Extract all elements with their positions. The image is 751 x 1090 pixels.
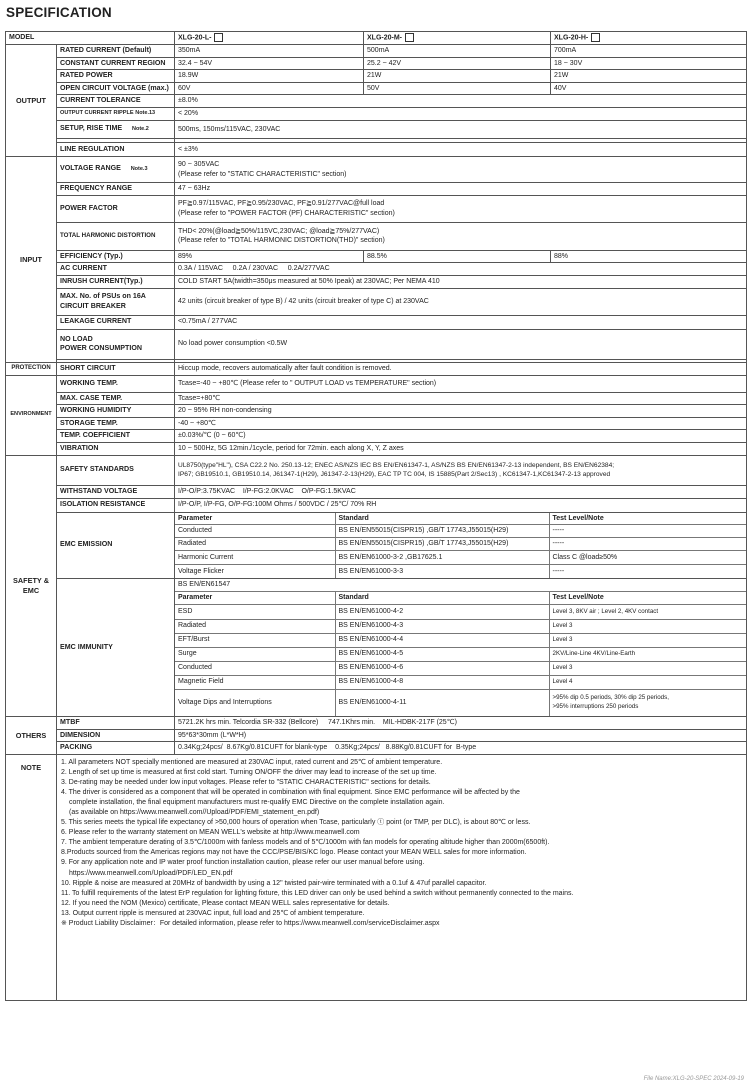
short-circuit-value: Hiccup mode, recovers automatically after fault condition is removed.: [175, 362, 747, 375]
cc-region-value: 25.2 ~ 42V: [364, 57, 551, 70]
power-factor-label: POWER FACTOR: [57, 195, 175, 222]
short-circuit-label: SHORT CIRCUIT: [57, 362, 175, 375]
inrush-label: INRUSH CURRENT(Typ.): [57, 275, 175, 288]
voltage-range-label: VOLTAGE RANGE Note.3: [57, 157, 175, 183]
immunity-header: Test Level/Note: [549, 592, 746, 605]
immunity-standard: BS EN/EN61000-4-5: [335, 647, 549, 661]
storage-temp-label: STORAGE TEMP.: [57, 417, 175, 430]
efficiency-value: 89%: [175, 250, 364, 263]
frequency-range-label: FREQUENCY RANGE: [57, 183, 175, 196]
current-tolerance-label: CURRENT TOLERANCE: [57, 95, 175, 108]
isolation-label: ISOLATION RESISTANCE: [57, 498, 175, 512]
immunity-standard: BS EN/EN61000-4-3: [335, 619, 549, 633]
section-note: NOTE: [6, 754, 57, 1000]
immunity-note: Level 3: [549, 633, 746, 647]
mtbf-label: MTBF: [57, 717, 175, 730]
working-humidity-value: 20 ~ 95% RH non-condensing: [175, 405, 747, 418]
emission-note: Class C @load≥50%: [549, 551, 746, 565]
ocv-value: 40V: [551, 82, 747, 95]
power-factor-value: PF≧0.97/115VAC, PF≧0.95/230VAC, PF≧0.91/277VAC@full load (Please refer to "POWER FACTOR (PF) CHARACTERISTIC" section): [175, 195, 747, 222]
emission-note: -----: [549, 525, 746, 538]
emission-standard: BS EN/EN61000-3-2 ,GB17625.1: [335, 551, 549, 565]
section-output: OUTPUT: [6, 45, 57, 157]
ripple-value: < 20%: [175, 108, 747, 121]
withstand-label: WITHSTAND VOLTAGE: [57, 485, 175, 498]
immunity-param: EFT/Burst: [175, 633, 335, 647]
thd-value: THD< 20%(@load≧50%/115VC,230VAC; @load≧75%/277VAC) (Please refer to "TOTAL HARMONIC DISTORTION(THD)" section): [175, 222, 747, 250]
immunity-param: Surge: [175, 647, 335, 661]
emission-param: Voltage Flicker: [175, 565, 335, 578]
emission-header: Standard: [335, 513, 549, 525]
immunity-note: >95% dip 0.5 periods, 30% dip 25 periods, >95% interruptions 250 periods: [552, 694, 669, 710]
emission-param: Conducted: [175, 525, 335, 538]
rated-current-label: RATED CURRENT (Default): [57, 45, 175, 58]
emc-emission-table: [175, 512, 747, 578]
isolation-value: I/P-O/P, I/P-FG, O/P-FG:100M Ohms / 500VDC / 25℃/ 70% RH: [175, 498, 747, 512]
note-line: 5. This series meets the typical life expectancy of >50,000 hours of operation when Tcase, particularly ⓣ point (or TMP, per DLC), is about 80℃ or less.: [61, 819, 531, 827]
ac-current-label: AC CURRENT: [57, 263, 175, 276]
working-humidity-label: WORKING HUMIDITY: [57, 405, 175, 418]
emission-standard: BS EN/EN55015(CISPR15) ,GB/T 17743,J55015(H29): [335, 525, 549, 538]
setup-value: 500ms, 150ms/115VAC, 230VAC: [175, 121, 747, 139]
dimension-value: 95*63*30mm (L*W*H): [175, 729, 747, 742]
immunity-standard: BS EN/EN61000-4-4: [335, 633, 549, 647]
note-line: 7. The ambient temperature derating of 3.5℃/1000m with fanless models and of 5℃/1000m with fan models for operating altitude higher than 2000m(6500ft).: [61, 839, 550, 847]
rated-current-value: 500mA: [364, 45, 551, 58]
immunity-param: Radiated: [175, 619, 335, 633]
checkbox-icon: [214, 33, 223, 42]
voltage-range-value: 90 ~ 305VAC (Please refer to "STATIC CHARACTERISTIC" section): [175, 157, 747, 183]
immunity-param: ESD: [175, 604, 335, 619]
rated-power-value: 21W: [364, 70, 551, 83]
max-case-temp-label: MAX. CASE TEMP.: [57, 392, 175, 405]
note-line: 3. De-rating may be needed under low input voltages. Please refer to "STATIC CHARACTERISTIC" sections for details.: [61, 778, 431, 786]
ocv-label: OPEN CIRCUIT VOLTAGE (max.): [57, 82, 175, 95]
note-line: 8.Products sourced from the Americas regions may not have the CCC/PSE/BIS/KC logo. Please contact your MEAN WELL sales for more information.: [61, 849, 527, 857]
rated-current-value: 700mA: [551, 45, 747, 58]
efficiency-label: EFFICIENCY (Typ.): [57, 250, 175, 263]
temp-coefficient-label: TEMP. COEFFICIENT: [57, 430, 175, 443]
current-tolerance-value: ±8.0%: [175, 95, 747, 108]
mtbf-value: 5721.2K hrs min. Telcordia SR-332 (Bellcore) 747.1Khrs min. MIL-HDBK-217F (25℃): [175, 717, 747, 730]
inrush-value: COLD START 5A(twidth=350μs measured at 50% Ipeak) at 230VAC; Per NEMA 410: [175, 275, 747, 288]
emission-param: Radiated: [175, 538, 335, 551]
checkbox-icon: [405, 33, 414, 42]
model-variant-l: XLG-20-L-: [175, 32, 364, 45]
ocv-value: 50V: [364, 82, 551, 95]
immunity-param: Conducted: [175, 661, 335, 675]
storage-temp-value: -40 ~ +80℃: [175, 417, 747, 430]
section-input: INPUT: [6, 157, 57, 363]
specification-table: [5, 31, 747, 1001]
rated-power-value: 21W: [551, 70, 747, 83]
file-name-footer: File Name:XLG-20-SPEC 2024-09-19: [643, 1076, 744, 1082]
no-load-label: NO LOAD POWER CONSUMPTION: [57, 329, 175, 359]
working-temp-value: Tcase=-40 ~ +80℃ (Please refer to " OUTPUT LOAD vs TEMPERATURE" section): [175, 375, 747, 392]
note-line: 1. All parameters NOT specially mentioned are measured at 230VAC input, rated current and 25℃ of ambient temperature.: [61, 758, 443, 766]
immunity-standard: BS EN/EN61000-4-11: [335, 689, 549, 716]
max-case-temp-value: Tcase=+80℃: [175, 392, 747, 405]
packing-value: 0.34Kg;24pcs/ 8.67Kg/0.81CUFT for blank-type 0.35Kg;24pcs/ 8.88Kg/0.81CUFT for B-type: [175, 742, 747, 755]
immunity-top: BS EN/EN61547: [175, 579, 746, 592]
no-load-value: No load power consumption <0.5W: [175, 329, 747, 359]
immunity-standard: BS EN/EN61000-4-6: [335, 661, 549, 675]
line-regulation-label: LINE REGULATION: [57, 143, 175, 157]
note-line: complete installation, the final equipment manufacturers must re-qualify EMC Directive on the complete installation again.: [69, 798, 445, 806]
ocv-value: 60V: [175, 82, 364, 95]
efficiency-value: 88%: [551, 250, 747, 263]
immunity-note: Level 3: [549, 661, 746, 675]
emission-note: -----: [552, 567, 565, 575]
cc-region-label: CONSTANT CURRENT REGION: [57, 57, 175, 70]
immunity-header: Parameter: [175, 592, 335, 605]
immunity-standard: BS EN/EN61000-4-2: [335, 604, 549, 619]
model-label: MODEL: [6, 32, 175, 45]
cc-region-value: 18 ~ 30V: [551, 57, 747, 70]
setup-label: SETUP, RISE TIME Note.2: [57, 121, 175, 139]
immunity-header: Standard: [335, 592, 549, 605]
max-psus-label: MAX. No. of PSUs on 16A CIRCUIT BREAKER: [57, 288, 175, 315]
temp-coefficient-value: ±0.03%/℃ (0 ~ 60℃): [175, 430, 747, 443]
line-regulation-value: < ±3%: [175, 143, 747, 157]
model-variant-m: XLG-20-M-: [364, 32, 551, 45]
emission-standard: BS EN/EN55015(CISPR15) ,GB/T 17743,J55015(H29): [335, 538, 549, 551]
ripple-label: OUTPUT CURRENT RIPPLE Note.13: [57, 108, 175, 121]
note-line: ※ Product Liability Disclaimer：For detailed information, please refer to https://www.meanwell.com/serviceDisclaimer.aspx: [61, 920, 440, 927]
model-variant-h: XLG-20-H-: [551, 32, 747, 45]
immunity-note: Level 3: [549, 619, 746, 633]
note-line: 2. Length of set up time is measured at first cold start. Turning ON/OFF the driver may lead to increase of the set up time.: [61, 768, 437, 776]
emission-standard: BS EN/EN61000-3-3: [335, 565, 549, 578]
immunity-standard: BS EN/EN61000-4-8: [335, 675, 549, 689]
immunity-note: 2KV/Line-Line 4KV/Line-Earth: [549, 647, 746, 661]
emission-header: Parameter: [175, 513, 335, 525]
leakage-label: LEAKAGE CURRENT: [57, 315, 175, 329]
immunity-param: Voltage Dips and Interruptions: [175, 689, 335, 716]
thd-label: TOTAL HARMONIC DISTORTION: [57, 222, 175, 250]
packing-label: PACKING: [57, 742, 175, 755]
emc-immunity-table: [175, 578, 747, 717]
note-line: 6. Please refer to the warranty statement on MEAN WELL's website at http://www.meanwell.com: [61, 829, 360, 837]
working-temp-label: WORKING TEMP.: [57, 375, 175, 392]
note-line: 11. To fulfill requirements of the latest ErP regulation for lighting fixture, this LED driver can only be used behind a switch without permanently connected to the mains.: [61, 889, 574, 897]
immunity-param: Magnetic Field: [175, 675, 335, 689]
section-environment: ENVIRONMENT: [6, 375, 57, 455]
note-line: 13. Output current ripple is mensured at 230VAC input, full load and 25℃ of ambient temperature.: [61, 909, 365, 917]
rated-power-value: 18.9W: [175, 70, 364, 83]
emc-emission-label: EMC EMISSION: [57, 512, 175, 578]
note-line: 4. The driver is considered as a component that will be operated in combination with final equipment. Since EMC performance will be affected by the: [61, 788, 520, 796]
page-title: SPECIFICATION: [6, 5, 112, 20]
emission-header: Test Level/Note: [549, 513, 746, 525]
note-line: 12. If you need the NOM (Mexico) certificate, Please contact MEAN WELL sales representative for details.: [61, 899, 390, 907]
emission-param: Harmonic Current: [175, 551, 335, 565]
immunity-note: Level 4: [549, 675, 746, 689]
section-others: OTHERS: [6, 717, 57, 755]
rated-current-value: 350mA: [175, 45, 364, 58]
note-line: 9. For any application note and IP water proof function installation caution, please refer our user manual before using.: [61, 859, 425, 867]
rated-power-label: RATED POWER: [57, 70, 175, 83]
ac-current-value: 0.3A / 115VAC 0.2A / 230VAC 0.2A/277VAC: [175, 263, 747, 276]
note-line: 10. Ripple & noise are measured at 20MHz of bandwidth by using a 12" twisted pair-wire terminated with a 0.1uf & 47uf parallel capacitor.: [61, 879, 487, 887]
section-safety-emc: SAFETY & EMC: [6, 455, 57, 717]
dimension-label: DIMENSION: [57, 729, 175, 742]
immunity-note: Level 3, 8KV air ; Level 2, 4KV contact: [549, 604, 746, 619]
withstand-value: I/P-O/P:3.75KVAC I/P-FG:2.0KVAC O/P-FG:1.5KVAC: [175, 485, 747, 498]
safety-standards-value: UL8750(type"HL"), CSA C22.2 No. 250.13-12; ENEC AS/NZS IEC BS EN/EN61347-1, AS/NZS BS EN/EN61347-2-13 independent, BS EN/EN62384; IP67; GB19510.1, GB19510.14, J61347-1(H29), J61347-2-13(H29), EAC TP TC 004, IS 15885(Part 2/Sec13) , KC61347-1,KC61347-2-13 approved: [175, 455, 747, 485]
frequency-range-value: 47 ~ 63Hz: [175, 183, 747, 196]
vibration-value: 10 ~ 500Hz, 5G 12min./1cycle, period for 72min. each along X, Y, Z axes: [175, 442, 747, 455]
max-psus-value: 42 units (circuit breaker of type B) / 42 units (circuit breaker of type C) at 230VAC: [175, 288, 747, 315]
leakage-value: <0.75mA / 277VAC: [175, 315, 747, 329]
emc-immunity-label: EMC IMMUNITY: [57, 578, 175, 717]
emission-note: -----: [549, 538, 746, 551]
note-line: https://www.meanwell.com/Upload/PDF/LED_EN.pdf: [69, 869, 233, 877]
note-line: (as available on https://www.meanwell.com//Upload/PDF/EMI_statement_en.pdf): [69, 808, 320, 816]
efficiency-value: 88.5%: [364, 250, 551, 263]
section-protection: PROTECTION: [6, 362, 57, 375]
vibration-label: VIBRATION: [57, 442, 175, 455]
cc-region-value: 32.4 ~ 54V: [175, 57, 364, 70]
notes-block: [57, 754, 747, 1000]
checkbox-icon: [591, 33, 600, 42]
safety-standards-label: SAFETY STANDARDS: [57, 455, 175, 485]
